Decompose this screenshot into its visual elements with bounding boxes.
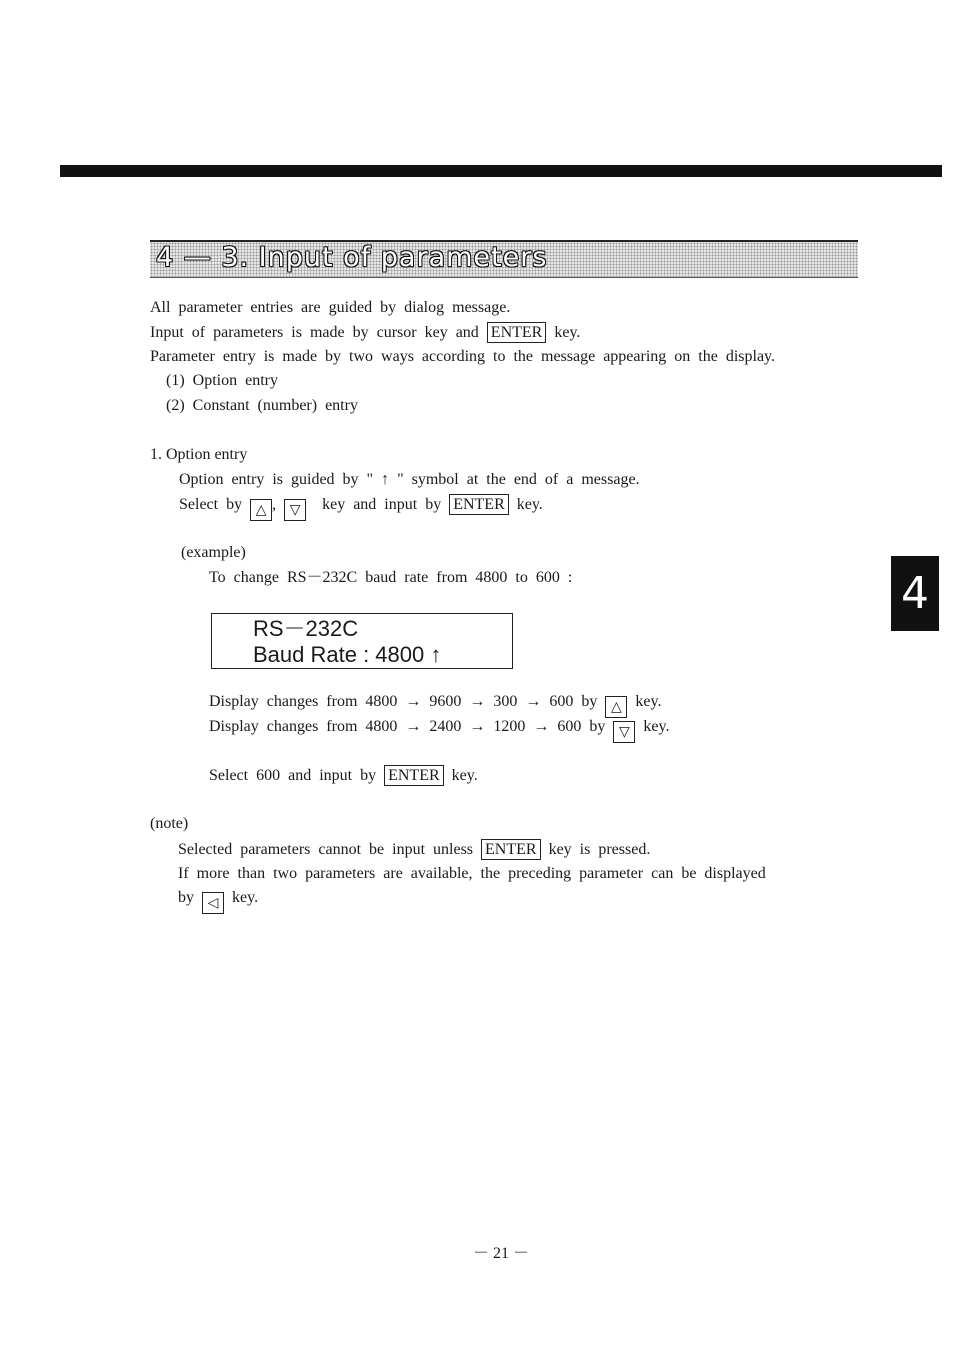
entry-type-option: (1) Option entry <box>166 372 278 389</box>
intro-line-2-text: Input of parameters is made by cursor key and <box>150 324 479 341</box>
select-instruction <box>209 765 478 786</box>
note-line-1-end: key is pressed. <box>548 841 651 858</box>
option-entry-line-2 <box>179 494 543 521</box>
enter-key: ENTER <box>487 322 547 343</box>
up-key-icon: △ <box>250 499 272 521</box>
option-entry-line-1: Option entry is guided by " ↑ " symbol at the end of a message. <box>179 471 640 488</box>
note-line-1-text: Selected parameters cannot be input unless <box>178 841 474 858</box>
intro-line-2 <box>150 322 580 343</box>
note-line-3 <box>178 888 258 914</box>
enter-key: ENTER <box>481 839 541 860</box>
section-title-band <box>150 240 858 278</box>
note-line-3-text: by <box>178 889 194 906</box>
intro-line-3: Parameter entry is made by two ways according to the message appearing on the display. <box>150 348 776 365</box>
note-line-3-end: key. <box>232 889 259 906</box>
example-description: To change RS－232C baud rate from 4800 to 600 : <box>209 569 573 586</box>
down-key-icon: ▽ <box>284 499 306 521</box>
display-change-down-text: Display changes from 4800 → 2400 → 1200 → 600 by <box>209 718 606 735</box>
option-entry-select-text: Select by <box>179 496 243 513</box>
display-change-up-end: key. <box>635 693 662 710</box>
entry-type-constant: (2) Constant (number) entry <box>166 397 358 414</box>
enter-key: ENTER <box>384 765 444 786</box>
display-change-up <box>209 692 661 718</box>
chapter-tab: 4 <box>891 556 939 631</box>
option-entry-heading: 1. Option entry <box>150 446 248 463</box>
section-title: 4 — 3. Input of parameters <box>156 242 548 273</box>
display-change-down-end: key. <box>643 718 670 735</box>
select-instruction-end: key. <box>451 767 478 784</box>
option-entry-end-text: key. <box>516 496 543 513</box>
note-line-1 <box>178 839 650 860</box>
intro-line-2-end: key. <box>554 324 581 341</box>
note-line-2: If more than two parameters are available, the preceding parameter can be displayed <box>178 865 766 882</box>
enter-key: ENTER <box>449 494 509 515</box>
page-number: － 21 － <box>473 1245 530 1262</box>
note-label: (note) <box>150 815 189 832</box>
intro-line-1: All parameter entries are guided by dialog message. <box>150 299 511 316</box>
up-key-icon: △ <box>605 696 627 718</box>
header-rule <box>60 165 942 177</box>
display-change-up-text: Display changes from 4800 → 9600 → 300 → 600 by <box>209 693 598 710</box>
comma: , <box>272 496 277 513</box>
left-key-icon: ◁ <box>202 892 224 914</box>
display-line-1: RS－232C <box>253 616 359 641</box>
option-entry-mid-text: key and input by <box>322 496 442 513</box>
display-line-2: Baud Rate : 4800 ↑ <box>253 642 442 667</box>
down-key-icon: ▽ <box>613 721 635 743</box>
display-change-down <box>209 717 669 743</box>
display-panel <box>211 613 513 669</box>
select-instruction-text: Select 600 and input by <box>209 767 377 784</box>
example-label: (example) <box>181 544 246 561</box>
